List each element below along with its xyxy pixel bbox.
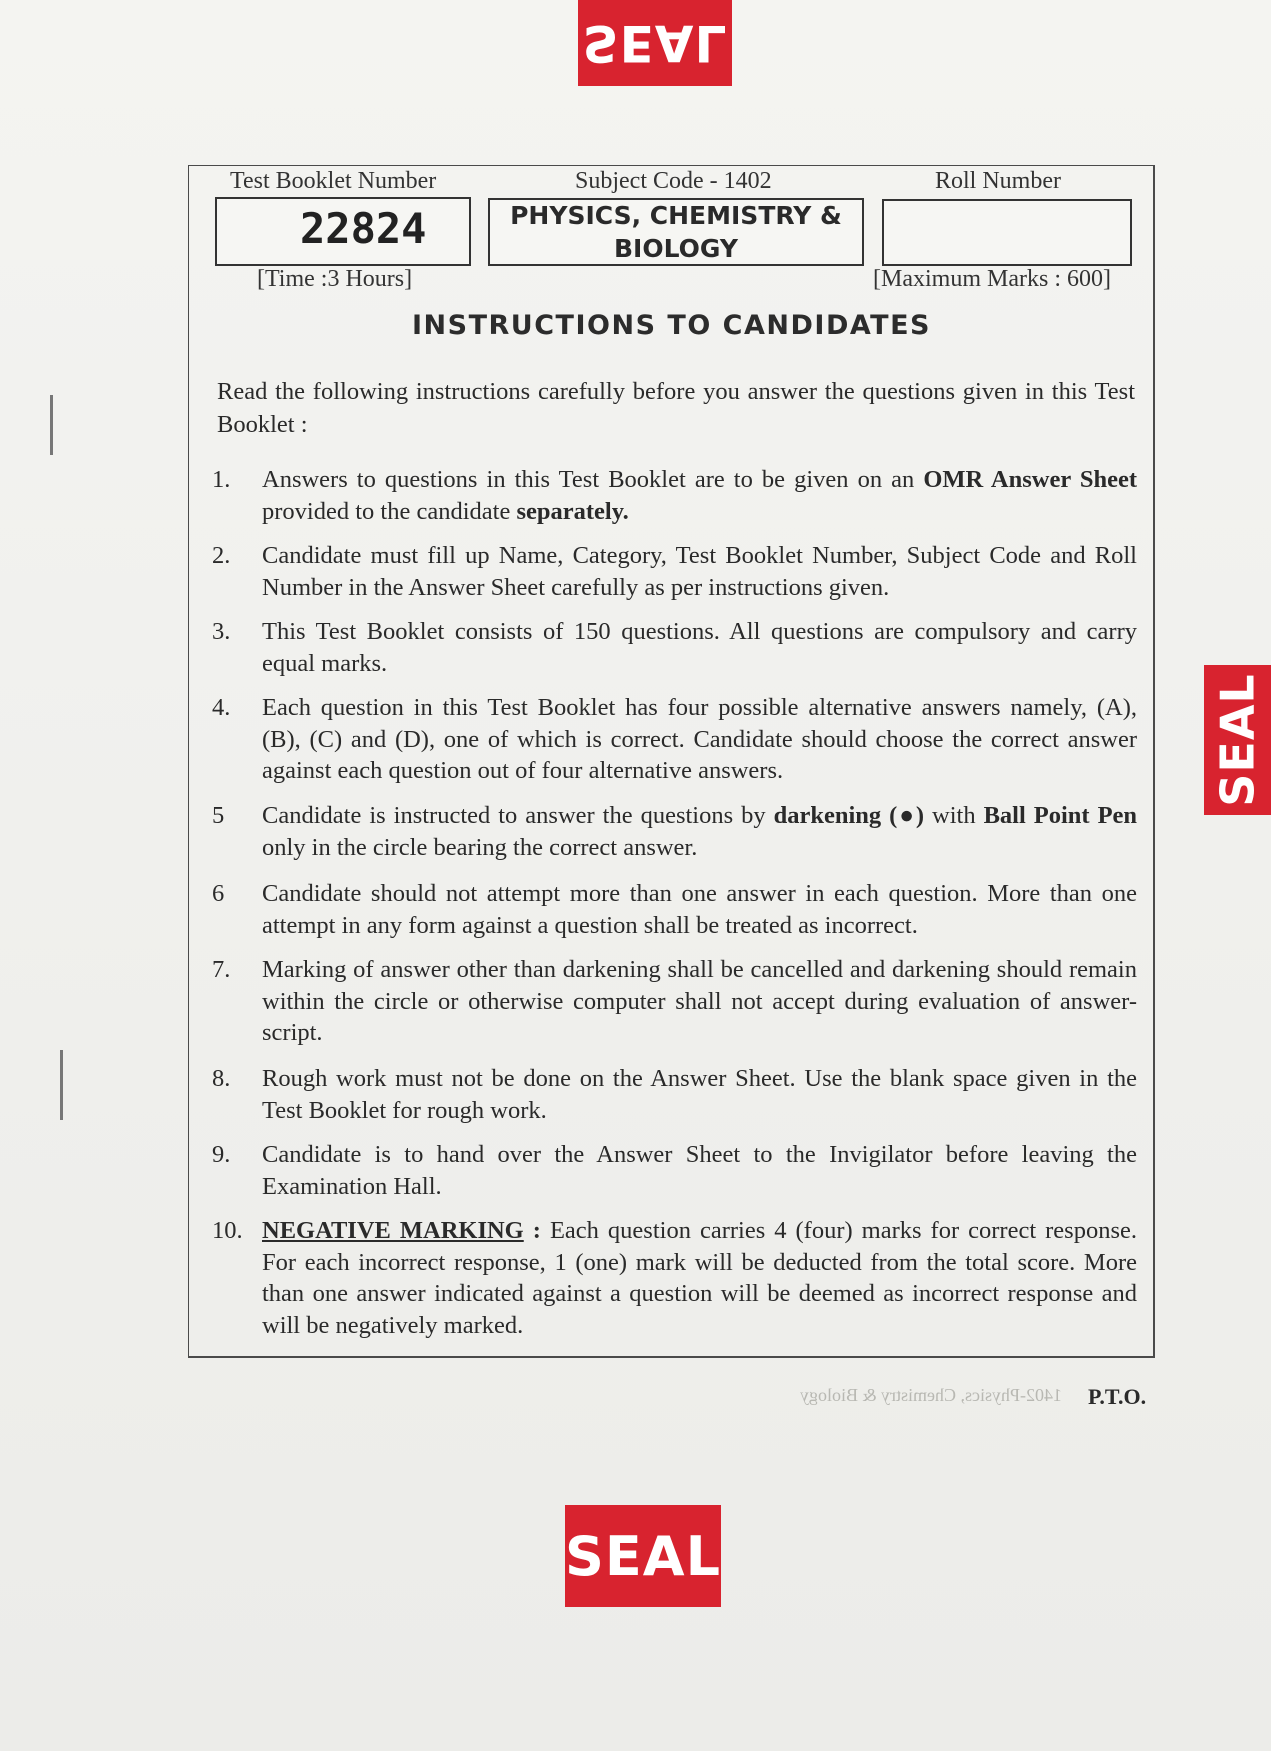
instruction-item-7 xyxy=(212,954,1137,1049)
instruction-item-4 xyxy=(212,692,1137,787)
instructions-title: INSTRUCTIONS TO CANDIDATES xyxy=(412,310,931,341)
faint-footer-show-through: 1402-Physics, Chemistry & Biology xyxy=(800,1385,1063,1405)
instruction-number: 10. xyxy=(212,1217,243,1244)
instruction-text: Candidate must fill up Name, Category, Test Booklet Number, Subject Code and Roll Number in the Answer Sheet carefully as per instructions given. xyxy=(262,542,1137,601)
instruction-number: 9. xyxy=(212,1141,231,1168)
seal-stamp-bottom: SEAL xyxy=(565,1505,721,1607)
maximum-marks-label: [Maximum Marks : 600] xyxy=(873,266,1111,292)
instruction-item-10 xyxy=(212,1215,1137,1341)
roll-number-label: Roll Number xyxy=(935,168,1061,194)
instruction-item-8 xyxy=(212,1063,1137,1126)
instruction-text: Marking of answer other than darkening shall be cancelled and darkening should remain within the circle or otherwise computer shall not accept during evaluation of answer-script. xyxy=(262,956,1137,1046)
instruction-text: NEGATIVE MARKING : Each question carries 4 (four) marks for correct response. For each incorrect response, 1 (one) mark will be deducted from the total score. More than one answer indicated against a question will be deemed as incorrect response and will be negatively marked. xyxy=(262,1217,1137,1339)
instruction-text: Answers to questions in this Test Booklet are to be given on an OMR Answer Sheet provided to the candidate separately. xyxy=(262,466,1137,525)
instructions-intro: Read the following instructions carefully before you answer the questions given in this Test Booklet : xyxy=(217,378,1135,438)
instruction-item-9 xyxy=(212,1139,1137,1202)
seal-stamp-side-text: SEAL xyxy=(1210,673,1265,807)
instruction-text: Each question in this Test Booklet has four possible alternative answers namely, (A), (B), (C) and (D), one of which is correct. Candidate should choose the correct answer against each question out of four alternative answers. xyxy=(262,694,1137,784)
instruction-item-6 xyxy=(212,878,1137,941)
seal-stamp-top: SEAL xyxy=(578,0,732,86)
seal-stamp-side xyxy=(1204,665,1271,815)
instruction-text: This Test Booklet consists of 150 questions. All questions are compulsory and carry equal marks. xyxy=(262,618,1137,677)
instruction-item-2 xyxy=(212,540,1137,603)
subject-name-line-1: PHYSICS, CHEMISTRY & xyxy=(510,201,842,230)
test-booklet-number-label: Test Booklet Number xyxy=(230,168,437,194)
subject-name-line-2: BIOLOGY xyxy=(614,234,738,263)
instruction-number: 1. xyxy=(212,466,231,493)
time-label: [Time :3 Hours] xyxy=(257,266,413,292)
instruction-text: Candidate should not attempt more than one answer in each question. More than one attempt in any form against a question shall be treated as incorrect. xyxy=(262,880,1137,939)
instruction-text: Rough work must not be done on the Answer Sheet. Use the blank space given in the Test Booklet for rough work. xyxy=(262,1065,1137,1124)
instruction-text: Candidate is instructed to answer the questions by darkening (●) with Ball Point Pen only in the circle bearing the correct answer. xyxy=(262,802,1138,861)
subject-name xyxy=(510,199,842,265)
instruction-item-1 xyxy=(212,464,1137,527)
test-booklet-number-value: 22824 xyxy=(300,204,427,253)
binding-mark-lower xyxy=(60,1050,63,1120)
roll-number-field[interactable] xyxy=(882,199,1132,266)
subject-box xyxy=(488,198,864,266)
instruction-item-5 xyxy=(212,800,1137,863)
instruction-number: 7. xyxy=(212,956,231,983)
instruction-number: 3. xyxy=(212,618,231,645)
instruction-number: 4. xyxy=(212,694,231,721)
instruction-number: 5 xyxy=(212,802,225,829)
pto-label: P.T.O. xyxy=(1088,1384,1147,1409)
instruction-text: Candidate is to hand over the Answer Sheet to the Invigilator before leaving the Examination Hall. xyxy=(262,1141,1137,1200)
instruction-number: 8. xyxy=(212,1065,231,1092)
binding-mark-upper xyxy=(50,395,53,455)
subject-code-label: Subject Code - 1402 xyxy=(575,168,772,194)
instruction-number: 2. xyxy=(212,542,231,569)
instruction-item-3 xyxy=(212,616,1137,679)
instruction-number: 6 xyxy=(212,880,225,907)
negative-marking-heading: NEGATIVE MARKING xyxy=(262,1217,524,1244)
